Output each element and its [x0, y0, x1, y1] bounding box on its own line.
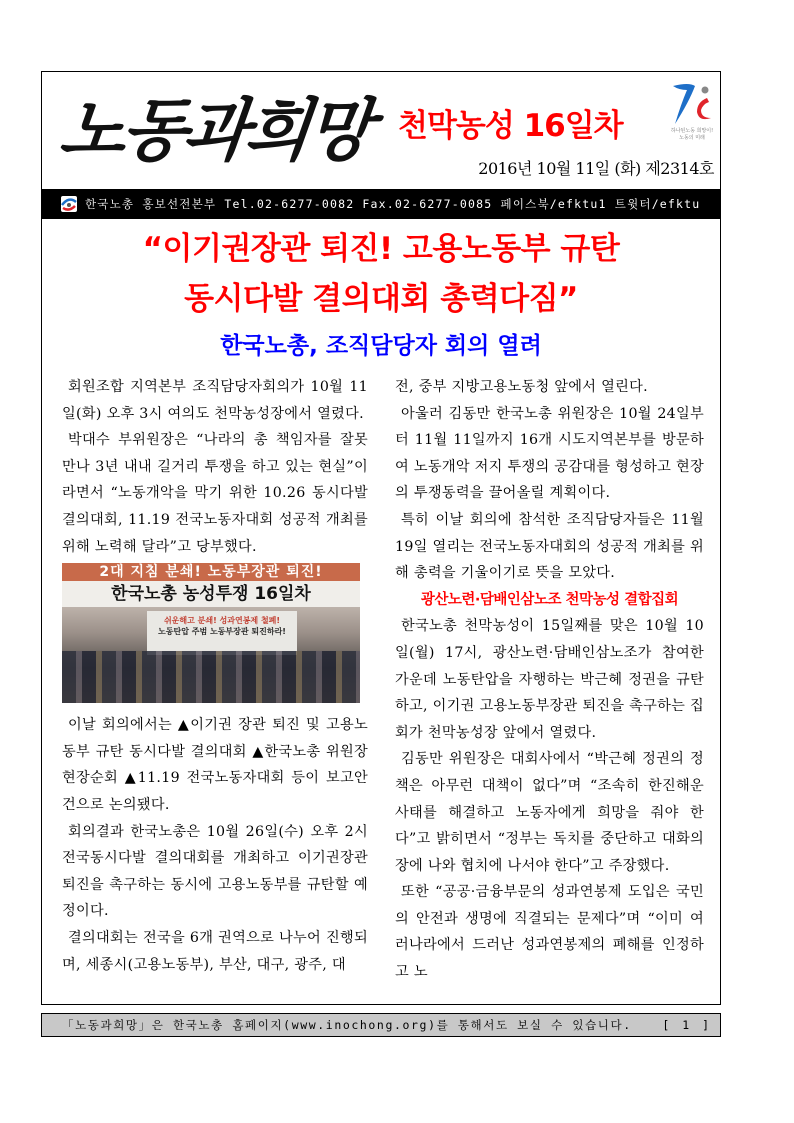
- emblem-caption: [667, 128, 717, 142]
- paragraph: 회원조합 지역본부 조직담당자회의가 10월 11일(화) 오후 3시 여의도 천막농성장에서 열렸다.: [62, 379, 368, 422]
- paragraph: 또한 “공공·금융부문의 성과연봉제 도입은 국민의 안전과 생명에 직결되는 문제다”며 “이미 여러나라에서 드러난 성과연봉제의 폐해를 인정하고 노: [395, 884, 704, 981]
- photo-sign: [147, 611, 297, 655]
- photo-sign-line1: 쉬운해고 분쇄! 성과연봉제 철폐!: [163, 616, 281, 625]
- emblem-logo-icon: [667, 80, 717, 152]
- paragraph: 아울러 김동만 한국노총 위원장은 10월 24일부터 11월 11일까지 16개 시도지역본부를 방문하여 노동개악 저지 투쟁의 공감대를 형성하고 현장의 투쟁동력을 끌어올릴 계획이다.: [395, 405, 704, 502]
- page-number: [ 1 ]: [662, 1018, 712, 1032]
- photo-people: [62, 651, 360, 703]
- paragraph: 김동만 위원장은 대회사에서 “박근혜 정권의 정책은 아무런 대책이 없다”며 “조속히 한진해운 사태를 해결하고 노동자에게 희망을 줘야 한다”고 밝히면서 “정부는 독치를 중단하고 대화의 장에 나와 협치에 나서야 한다”고 주장했다.: [395, 751, 704, 874]
- emblem-caption-line1: 하나된노동 희망이!: [670, 128, 714, 134]
- headline-line1: “이기권장관 퇴진! 고용노동부 규탄: [142, 231, 620, 267]
- section-heading: 광산노련·담배인삼노조 천막농성 결합집회: [420, 591, 679, 608]
- emblem-graphic-icon: [667, 80, 717, 128]
- paragraph: 특히 이날 회의에 참석한 조직담당자들은 11월 19일 열리는 전국노동자대회의 성공적 개최를 위해 총력을 기울이기로 뜻을 모았다.: [395, 511, 704, 582]
- page-frame: [41, 71, 721, 1005]
- article-photo: [62, 563, 360, 703]
- masthead: [42, 72, 720, 188]
- paragraph: 결의대회는 전국을 6개 권역으로 나누어 진행되며, 세종시(고용노동부), 부산, 대구, 광주, 대: [62, 929, 368, 973]
- contact-info-bar: [41, 189, 721, 219]
- paragraph: 한국노총 천막농성이 15일째를 맞은 10월 10일(월) 17시, 광산노련·담배인삼노조가 참여한 가운데 노동탄압을 자행하는 박근혜 정권을 규탄하고, 이기권 고용노동부장관 퇴진을 촉구하는 집회가 천막농성장 앞에서 열렸다.: [395, 618, 704, 741]
- org-logo-icon: [61, 196, 77, 212]
- photo-banner-main: 한국노총 농성투쟁 16일차: [62, 581, 360, 607]
- headline-line2: 동시다발 결의대회 총력다짐”: [184, 281, 578, 317]
- photo-sign-line2: 노동탄압 주범 노동부장관 퇴진하라!: [158, 627, 286, 636]
- contact-info-text: 한국노총 홍보선전본부 Tel.02-6277-0082 Fax.02-6277-0085 페이스북/efktu1 트윗터/efktu: [85, 197, 701, 211]
- edition-title: 천막농성 16일차: [398, 108, 623, 144]
- emblem-caption-line2: 노동의 미래: [679, 135, 705, 141]
- headline: [42, 224, 720, 324]
- footer-bar: [41, 1013, 721, 1037]
- paragraph: 박대수 부위원장은 “나라의 총 책임자를 잘못 만나 3년 내내 길거리 투쟁을 하고 있는 현실”이라면서 “노동개악을 막기 위한 10.26 동시다발 결의대회, 11.19 전국노동자대회 성공적 개최를 위해 노력해 달라”고 당부했다.: [62, 432, 368, 555]
- paragraph: 이날 회의에서는 ▲이기권 장관 퇴진 및 고용노동부 규탄 동시다발 결의대회 ▲한국노총 위원장 현장순회 ▲11.19 전국노동자대회 등이 보고안건으로 논의됐다.: [62, 717, 368, 813]
- photo-banner-top: 2대 지침 분쇄! 노동부장관 퇴진!: [62, 563, 360, 581]
- right-column: [395, 374, 704, 986]
- issue-date: 2016년 10월 11일 (화) 제2314호: [478, 159, 714, 178]
- paragraph: 전, 중부 지방고용노동청 앞에서 열린다.: [395, 379, 648, 395]
- footer-text: 「노동과희망」은 한국노총 홈페이지(www.inochong.org)를 통해서도 보실 수 있습니다.: [62, 1018, 632, 1032]
- newsletter-title: 노동과희망: [55, 91, 373, 171]
- subheadline: 한국노총, 조직담당자 회의 열려: [220, 333, 542, 359]
- paragraph: 회의결과 한국노총은 10월 26일(수) 오후 2시 전국동시다발 결의대회를 개최하고 이기권장관 퇴진을 촉구하는 동시에 고용노동부를 규탄할 예정이다.: [62, 823, 368, 920]
